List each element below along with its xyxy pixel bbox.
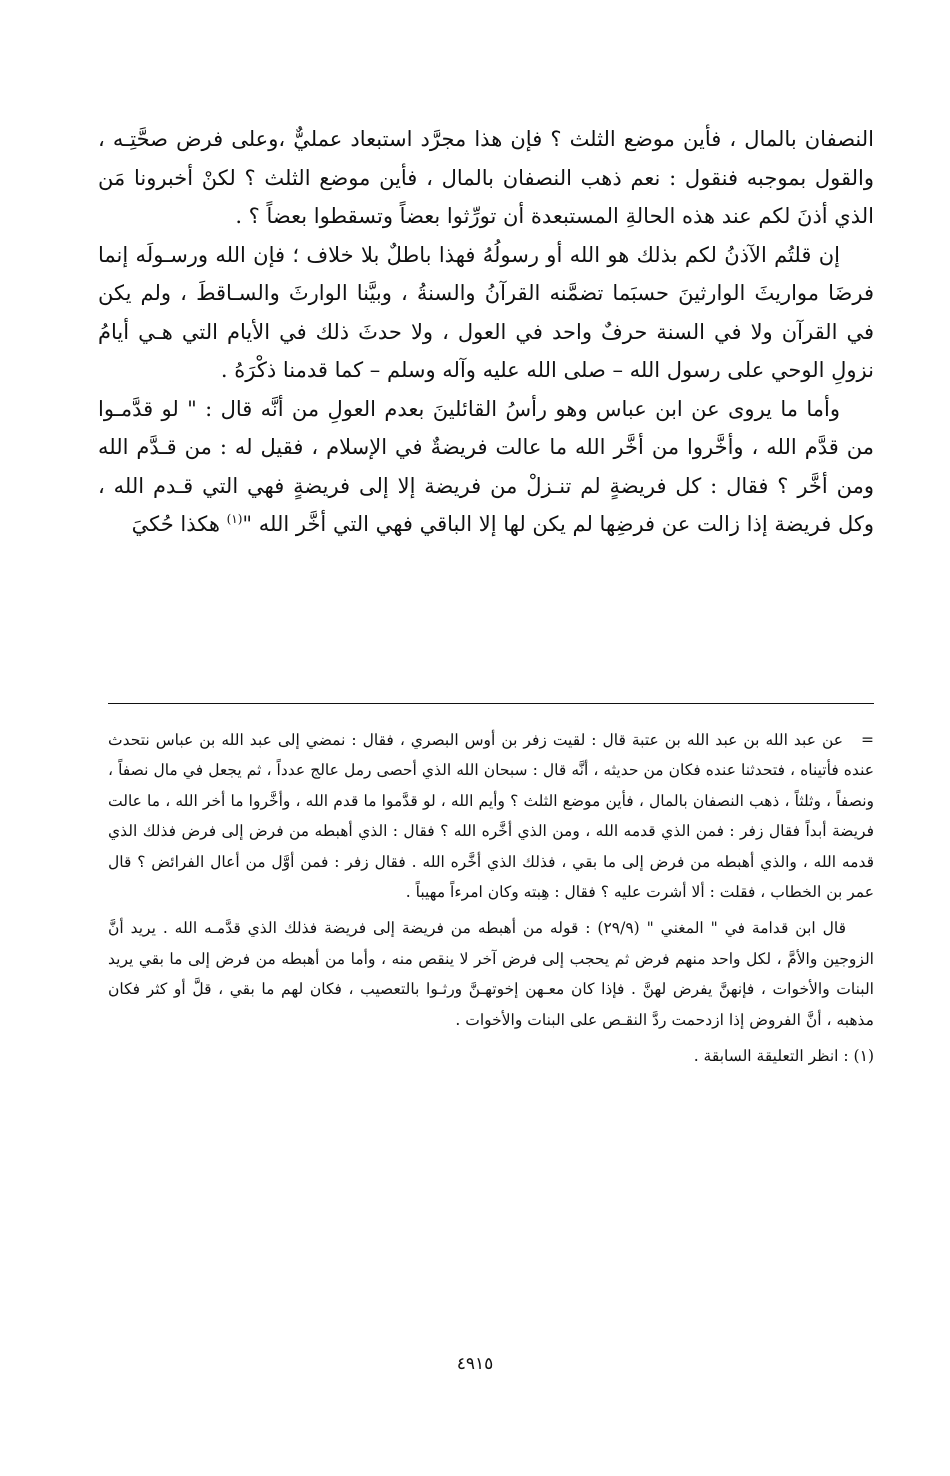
main-paragraph-3-tail: هكذا حُكيَ [131,512,227,536]
footnote-continued [108,725,874,907]
main-paragraph-3 [98,390,874,544]
main-paragraph-2: إن قلتُم الآذنُ لكم بذلك هو الله أو رسولُهُ فهذا باطلٌ بلا خلاف ؛ فإن الله ورسـولَه إنما فرضَا مواريثَ الوارثينَ حسبَما تضمَّنه القرآنُ والسنةُ ، وبيَّنا الوارثَ والسـاقطَ ، ولم يكن في القرآن ولا في السنة حرفٌ واحد في العول ، ولا حدثَ ذلك في الأيام التي هـي أيامُ نزولِ الوحي على رسول الله – صلى الله عليه وآله وسلم – كما قدمنا ذكْرَهُ . [98,242,874,382]
main-paragraph-1: النصفان بالمال ، فأين موضع الثلث ؟ فإن هذا مجرَّد استبعاد عمليٌّ ،وعلى فرض صحَّتِـه ، والقول بموجبه فنقول : نعم ذهب النصفان بالمال ، فأين موضع الثلث ؟ لكنْ أخبرونا مَن الذي أذنَ لكم عند هذه الحالةِ المستبعدة أن تورِّثوا بعضاً وتسقطوا بعضاً ؟ . [98,127,874,228]
main-text-block [98,120,874,544]
footnote-separator [108,703,874,704]
footnote-continued-text: عن عبد الله بن عبد الله بن عتبة قال : لقيت زفر بن أوس البصري ، فقال : نمضي إلى عبد الله بن عباس نتحدث عنده فأتيناه ، فتحدثنا عنده فكان من حديثه ، أنَّه قال : سبحان الله الذي أحصى رمل عالج عدداً ، ثم يجعل في مال نصفاً ، ونصفاً ، وثلثاً ، ذهب النصفان بالمال ، فأين موضع الثلث ؟ وأيم الله ، لو قدَّموا ما قدم الله ، وأخَّروا ما أخر الله ، ما عالت فريضة أبداً فقال زفر : فمن الذي قدمه الله ، ومن الذي أخَّره الله ؟ فقال : الذي أهبطه من فرض إلى فرض فذلك الذي قدمه الله ، والذي أهبطه من فرض إلى ما بقي ، فذلك الذي أخَّره الله . فقال زفر : فمن أوَّل من أعال الفرائض ؟ قال عمر بن الخطاب ، فقلت : ألا أشرت عليه ؟ فقال : هِبته وكان امرءاً مهيباً . [108,731,874,902]
footnote-1: (١) : انظر التعليقة السابقة . [693,1047,874,1066]
footnotes-block [108,725,874,1071]
continuation-mark: = [861,731,874,749]
footnote-ibn-qudama: قال ابن قدامة في " المغني " (٢٩/٩) : قوله من أهبطه من فريضة إلى فريضة فذلك الذي قدَّمـه الله . يريد أنَّ الزوجين والأمَّ ، لكل واحد منهم فرض ثم يحجب إلى فرض آخر لا ينقص منه ، وأما من أهبطه من فرض إلى ما بقي يريد البنات والأخوات ، فإنهنَّ يفرض لهنَّ . فإذا كان معـهن إخوتهـنَّ ورثـوا بالتعصيب ، فكان لهم ما بقي ، قلَّ أو كثر فكان مذهبه ، أنَّ الفروض إذا ازدحمت ردَّ النقـص على البنات والأخوات . [108,919,874,1029]
main-paragraph-3-text: وأما ما يروى عن ابن عباس وهو رأسُ القائلينَ بعدم العولِ من أنَّه قال : " لو قدَّمـوا من قدَّم الله ، وأخَّروا من أخَّر الله ما عالت فريضةٌ في الإسلام ، فقيل له : من قـدَّم الله ومن أخَّر ؟ فقال : كل فريضةٍ لم تنـزلْ من فريضة إلا إلى فريضةٍ فهي التي قـدم الله ، وكل فريضة إذا زالت عن فرضِها لم يكن لها إلا الباقي فهي التي أخَّر الله " [98,396,874,536]
page-number: ٤٩١٥ [456,1354,494,1374]
footnote-marker: (١) [226,512,243,526]
